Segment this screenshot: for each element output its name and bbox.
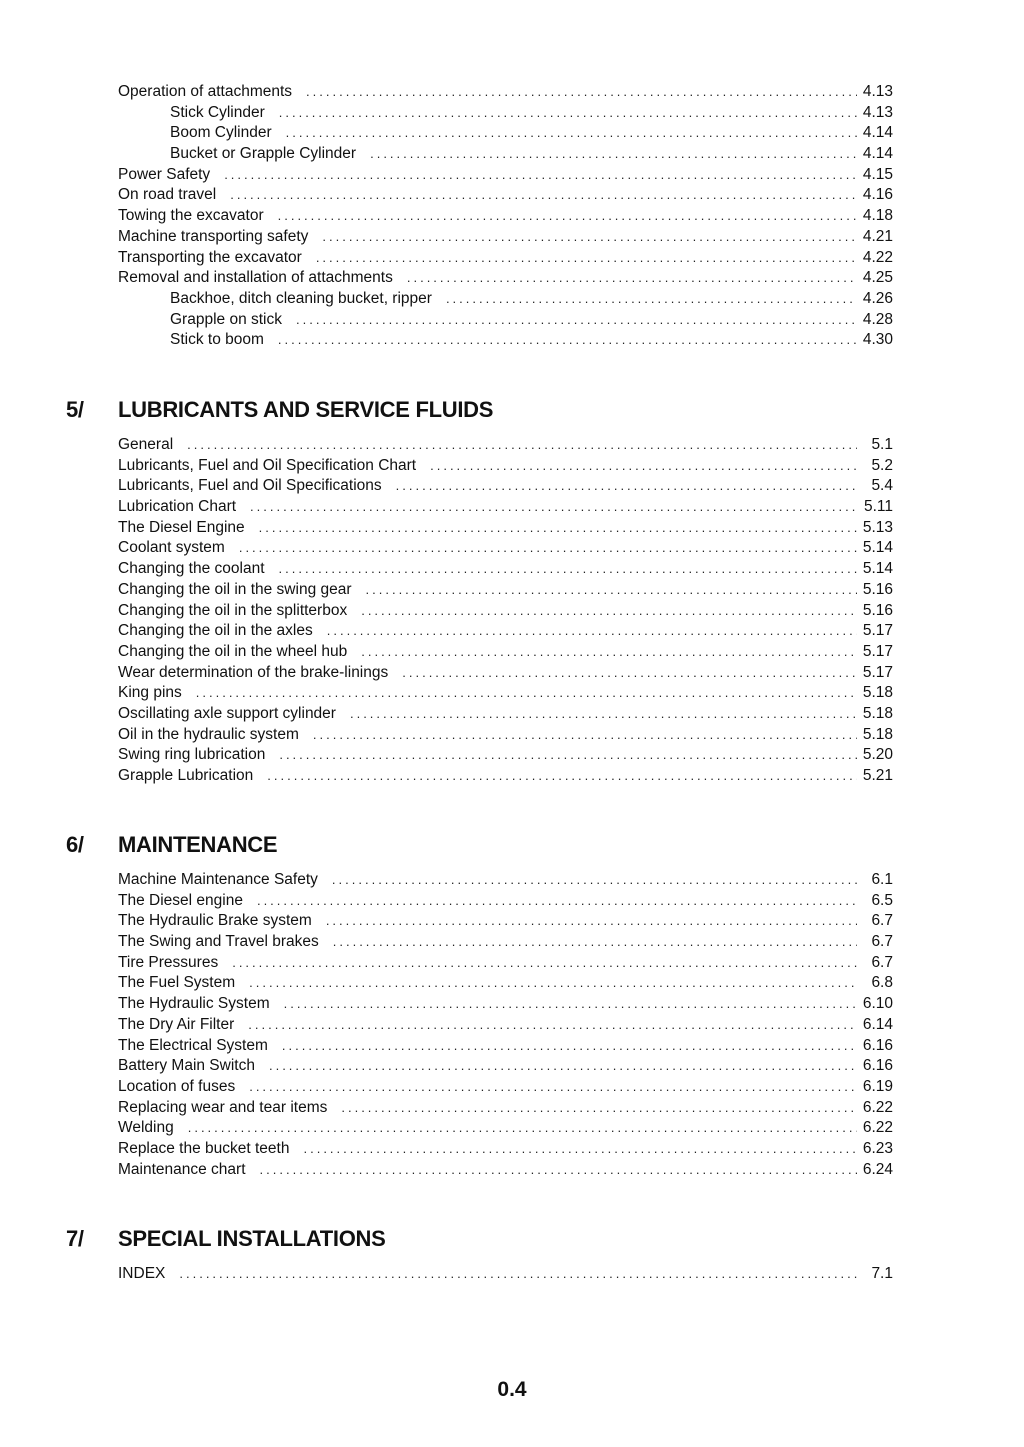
toc-entry-page: 4.16 — [862, 186, 893, 204]
dot-leader — [332, 870, 857, 891]
dot-leader — [249, 973, 857, 994]
toc-entry-page: 4.22 — [862, 248, 893, 266]
toc-entry-label: Maintenance chart — [118, 1160, 246, 1178]
dot-leader — [361, 642, 857, 663]
toc-entry-label: Welding — [118, 1119, 174, 1137]
toc-entry-page: 5.17 — [862, 642, 893, 660]
toc-entry[interactable] — [118, 601, 893, 622]
toc-entry[interactable] — [118, 248, 893, 269]
toc-entry-page: 4.14 — [862, 145, 893, 163]
toc-entry-label: Lubricants, Fuel and Oil Specifications — [118, 477, 382, 495]
toc-entry[interactable] — [118, 973, 893, 994]
toc-entry-page: 6.16 — [862, 1057, 893, 1075]
section-6-number: 6/ — [66, 832, 84, 857]
toc-entry-page: 6.7 — [871, 933, 893, 951]
toc-entry[interactable] — [118, 663, 893, 684]
dot-leader — [446, 289, 857, 310]
toc-entry-label: Machine Maintenance Safety — [118, 871, 318, 888]
dot-leader — [179, 1264, 857, 1285]
dot-leader — [282, 1036, 857, 1057]
toc-entry-label: Lubrication Chart — [118, 498, 237, 516]
toc-entry[interactable] — [118, 476, 893, 497]
toc-subentry[interactable] — [118, 310, 893, 331]
toc-entry[interactable] — [118, 1118, 893, 1139]
toc-entry-label: Power Safety — [118, 165, 211, 183]
toc-entry[interactable] — [118, 870, 893, 891]
section-6-title: MAINTENANCE — [118, 832, 278, 857]
toc-entry[interactable] — [118, 497, 893, 518]
toc-entry[interactable] — [118, 1077, 893, 1098]
toc-entry[interactable] — [118, 725, 893, 746]
toc-entry-page: 5.20 — [862, 746, 893, 764]
toc-entry[interactable] — [118, 227, 893, 248]
dot-leader — [370, 144, 857, 165]
toc-entry-page: 5.18 — [862, 684, 893, 702]
dot-leader — [430, 456, 857, 477]
section-5-number: 5/ — [66, 397, 84, 422]
toc-entry[interactable] — [118, 518, 893, 539]
toc-entry-label: Bucket or Grapple Cylinder — [170, 145, 357, 163]
toc-entry-page: 5.14 — [862, 560, 893, 578]
toc-entry-label: Stick Cylinder — [170, 103, 265, 121]
dot-leader — [267, 766, 857, 787]
dot-leader — [259, 518, 857, 539]
toc-entry[interactable] — [118, 1139, 893, 1160]
section-7-number: 7/ — [66, 1226, 84, 1251]
toc-entry-label: Coolant system — [118, 539, 225, 557]
toc-entry-label: On road travel — [118, 186, 217, 204]
section-7-heading — [66, 1226, 386, 1252]
toc-entry-label: Battery Main Switch — [118, 1057, 255, 1075]
section-5-heading — [66, 397, 493, 423]
toc-entry[interactable] — [118, 185, 893, 206]
dot-leader — [279, 559, 857, 580]
toc-entry-label: Operation of attachments — [118, 83, 293, 100]
toc-entry-label: Wear determination of the brake-linings — [118, 663, 389, 681]
toc-entry-label: The Hydraulic Brake system — [118, 912, 312, 930]
dot-leader — [327, 621, 857, 642]
dot-leader — [279, 745, 857, 766]
toc-entry[interactable] — [118, 932, 893, 953]
toc-entry-page: 5.11 — [863, 498, 893, 516]
toc-entry[interactable] — [118, 1056, 893, 1077]
section-7-title: SPECIAL INSTALLATIONS — [118, 1226, 386, 1251]
dot-leader — [322, 227, 856, 248]
toc-entry-page: 4.30 — [862, 331, 893, 349]
toc-entry-page: 6.1 — [871, 871, 893, 888]
dot-leader — [188, 1118, 857, 1139]
dot-leader — [333, 932, 857, 953]
toc-entry[interactable] — [118, 435, 893, 456]
toc-entry-page: 6.22 — [862, 1098, 893, 1116]
dot-leader — [341, 1098, 856, 1119]
toc-entry[interactable] — [118, 994, 893, 1015]
toc-entry-label: Changing the oil in the wheel hub — [118, 642, 348, 660]
toc-entry-label: King pins — [118, 684, 182, 702]
toc-entry-label: Transporting the excavator — [118, 248, 302, 266]
toc-entry-page: 6.5 — [871, 891, 893, 909]
dot-leader — [361, 601, 857, 622]
toc-entry-page: 4.13 — [862, 83, 893, 100]
toc-entry-label: INDEX — [118, 1265, 166, 1282]
dot-leader — [187, 435, 857, 456]
toc-entry[interactable] — [118, 1264, 893, 1285]
toc-entry-page: 5.16 — [862, 601, 893, 619]
toc-entry-label: Lubricants, Fuel and Oil Specification Chart — [118, 456, 417, 474]
toc-subentry[interactable] — [118, 103, 893, 124]
dot-leader — [326, 911, 857, 932]
toc-section-7 — [118, 1264, 893, 1285]
toc-entry-page: 5.18 — [862, 725, 893, 743]
toc-entry[interactable] — [118, 766, 893, 787]
toc-entry-label: Grapple on stick — [170, 310, 282, 328]
toc-entry-label: Changing the coolant — [118, 560, 265, 578]
dot-leader — [316, 248, 857, 269]
toc-entry-label: The Swing and Travel brakes — [118, 933, 319, 951]
toc-entry-page: 4.18 — [862, 207, 893, 225]
toc-entry[interactable] — [118, 683, 893, 704]
toc-entry-page: 6.14 — [862, 1015, 893, 1033]
toc-entry-label: Changing the oil in the axles — [118, 622, 313, 640]
dot-leader — [196, 683, 857, 704]
dot-leader — [296, 310, 857, 331]
toc-entry[interactable] — [118, 1098, 893, 1119]
toc-entry-label: Swing ring lubrication — [118, 746, 266, 764]
toc-entry-page: 4.25 — [862, 269, 893, 287]
toc-entry-label: Boom Cylinder — [170, 124, 272, 142]
toc-entry-label: Stick to boom — [170, 331, 264, 349]
dot-leader — [396, 476, 857, 497]
toc-entry-page: 5.1 — [871, 436, 893, 453]
toc-entry-page: 6.24 — [862, 1160, 893, 1178]
dot-leader — [230, 185, 857, 206]
dot-leader — [224, 165, 857, 186]
toc-entry-label: Towing the excavator — [118, 207, 264, 225]
toc-entry-page: 6.19 — [862, 1077, 893, 1095]
toc-entry-page: 4.14 — [862, 124, 893, 142]
toc-subentry[interactable] — [118, 123, 893, 144]
dot-leader — [284, 994, 857, 1015]
dot-leader — [248, 1015, 857, 1036]
toc-entry[interactable] — [118, 953, 893, 974]
toc-entry[interactable] — [118, 1015, 893, 1036]
toc-subentry[interactable] — [118, 330, 893, 351]
dot-leader — [306, 82, 857, 103]
dot-leader — [239, 538, 857, 559]
toc-entry-page: 5.18 — [862, 704, 893, 722]
dot-leader — [366, 580, 857, 601]
toc-entry[interactable] — [118, 165, 893, 186]
toc-entry[interactable] — [118, 1036, 893, 1057]
section-5-title: LUBRICANTS AND SERVICE FLUIDS — [118, 397, 494, 422]
toc-entry-page: 5.16 — [862, 580, 893, 598]
dot-leader — [257, 891, 857, 912]
toc-entry-label: Grapple Lubrication — [118, 767, 254, 784]
toc-entry-label: General — [118, 436, 174, 453]
toc-entry-label: Removal and installation of attachments — [118, 269, 393, 287]
toc-entry-page: 5.21 — [862, 767, 893, 784]
toc-entry-page: 4.28 — [862, 310, 893, 328]
toc-entry[interactable] — [118, 1160, 893, 1181]
toc-entry-page: 6.7 — [871, 912, 893, 930]
toc-entry-page: 7.1 — [871, 1265, 893, 1282]
toc-entry-label: The Electrical System — [118, 1036, 268, 1054]
toc-entry-page: 6.10 — [862, 995, 893, 1013]
toc-entry-page: 4.21 — [862, 227, 893, 245]
dot-leader — [402, 663, 857, 684]
toc-entry-label: Oil in the hydraulic system — [118, 725, 299, 743]
toc-group-4 — [118, 82, 893, 351]
dot-leader — [260, 1160, 857, 1181]
toc-entry[interactable] — [118, 621, 893, 642]
toc-entry-page: 6.22 — [862, 1119, 893, 1137]
dot-leader — [407, 268, 857, 289]
toc-entry-page: 4.13 — [862, 103, 893, 121]
toc-entry-label: Backhoe, ditch cleaning bucket, ripper — [170, 289, 432, 307]
dot-leader — [250, 497, 857, 518]
dot-leader — [303, 1139, 856, 1160]
dot-leader — [286, 123, 857, 144]
toc-entry-page: 5.17 — [862, 622, 893, 640]
toc-entry-page: 5.14 — [862, 539, 893, 557]
toc-entry-label: The Dry Air Filter — [118, 1015, 235, 1033]
dot-leader — [313, 725, 857, 746]
toc-entry-page: 4.26 — [862, 289, 893, 307]
toc-entry[interactable] — [118, 745, 893, 766]
toc-entry[interactable] — [118, 538, 893, 559]
toc-entry[interactable] — [118, 559, 893, 580]
toc-entry-label: Machine transporting safety — [118, 227, 309, 245]
toc-section-5 — [118, 435, 893, 787]
toc-entry-label: The Diesel Engine — [118, 518, 245, 536]
toc-subentry[interactable] — [118, 144, 893, 165]
toc-entry-label: The Diesel engine — [118, 891, 243, 909]
toc-entry-page: 6.23 — [862, 1139, 893, 1157]
toc-entry-label: Changing the oil in the swing gear — [118, 580, 352, 598]
toc-entry[interactable] — [118, 911, 893, 932]
toc-subentry[interactable] — [118, 289, 893, 310]
toc-entry[interactable] — [118, 268, 893, 289]
toc-entry-page: 5.4 — [871, 477, 893, 495]
toc-entry[interactable] — [118, 206, 893, 227]
dot-leader — [269, 1056, 857, 1077]
toc-entry-label: Replacing wear and tear items — [118, 1098, 328, 1116]
toc-entry-label: The Fuel System — [118, 974, 236, 992]
toc-entry-label: Replace the bucket teeth — [118, 1139, 290, 1157]
dot-leader — [350, 704, 857, 725]
toc-entry[interactable] — [118, 642, 893, 663]
toc-entry-page: 6.7 — [871, 953, 893, 971]
page-number: 0.4 — [497, 1378, 527, 1401]
dot-leader — [278, 206, 857, 227]
dot-leader — [279, 103, 857, 124]
toc-entry[interactable] — [118, 82, 893, 103]
toc-entry-page: 5.17 — [862, 663, 893, 681]
dot-leader — [232, 953, 857, 974]
section-6-heading — [66, 832, 277, 858]
toc-entry[interactable] — [118, 891, 893, 912]
toc-entry[interactable] — [118, 580, 893, 601]
toc-entry-page: 4.15 — [862, 165, 893, 183]
toc-entry-label: Tire Pressures — [118, 953, 219, 971]
toc-entry[interactable] — [118, 456, 893, 477]
toc-section-6 — [118, 870, 893, 1180]
toc-entry-page: 5.13 — [862, 518, 893, 536]
toc-entry-label: Changing the oil in the splitterbox — [118, 601, 348, 619]
dot-leader — [278, 330, 857, 351]
toc-entry-label: Oscillating axle support cylinder — [118, 704, 336, 722]
toc-entry-page: 6.16 — [862, 1036, 893, 1054]
toc-entry-label: The Hydraulic System — [118, 995, 270, 1013]
toc-entry[interactable] — [118, 704, 893, 725]
toc-entry-label: Location of fuses — [118, 1077, 236, 1095]
toc-entry-page: 6.8 — [871, 974, 893, 992]
dot-leader — [249, 1077, 857, 1098]
toc-entry-page: 5.2 — [871, 456, 893, 474]
